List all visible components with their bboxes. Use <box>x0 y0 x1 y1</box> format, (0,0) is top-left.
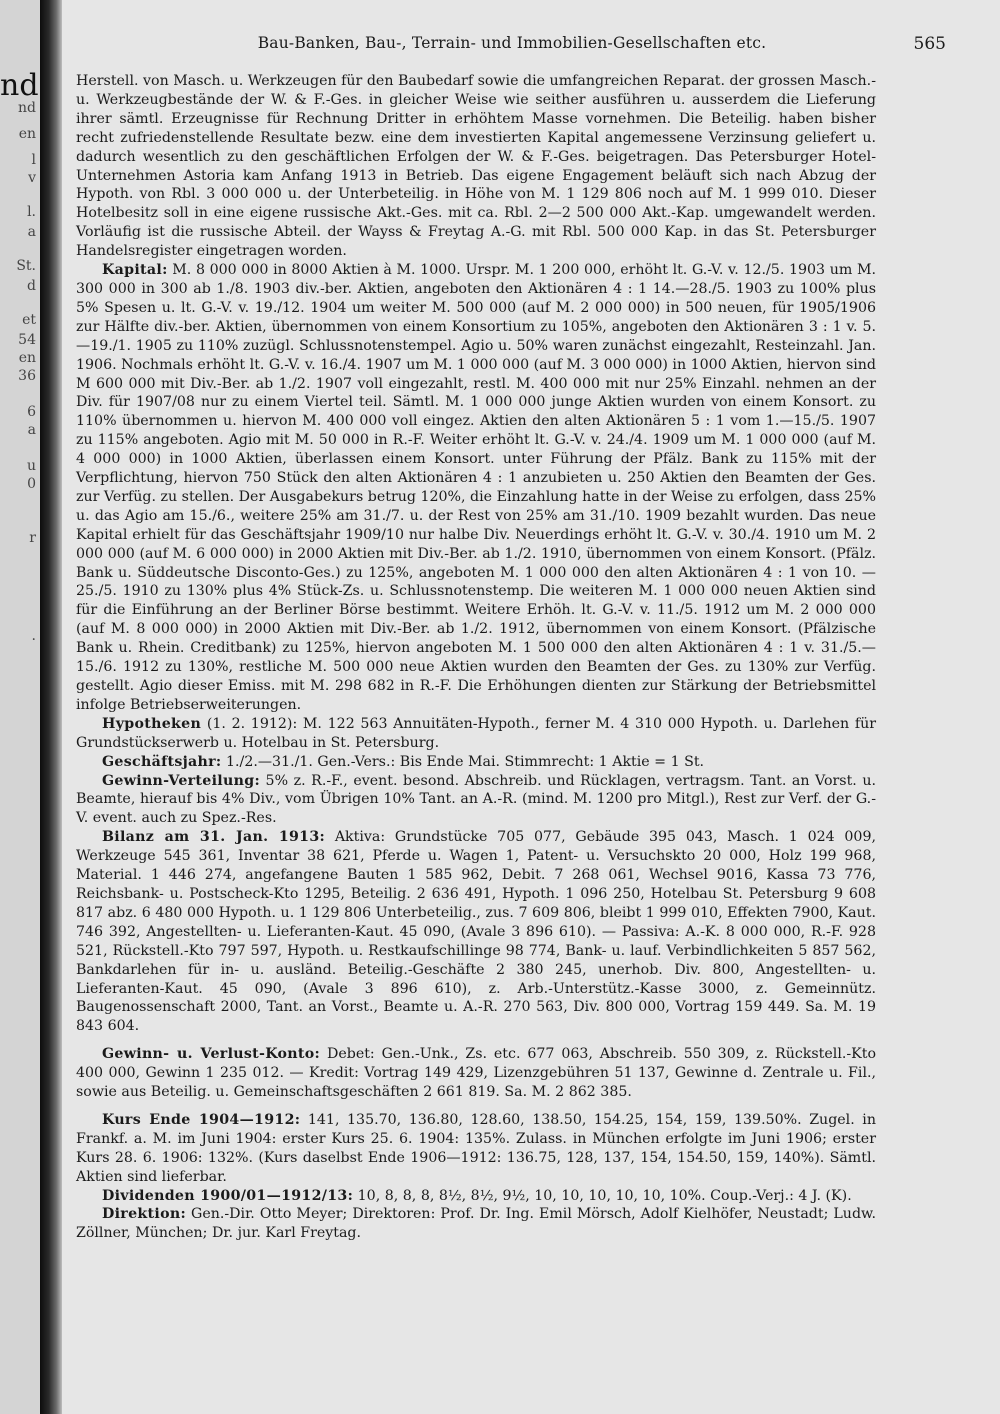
prev-page-fragment: u <box>26 458 36 474</box>
section-label: Dividenden 1900/01—1912/13: <box>102 1187 354 1204</box>
mortgages-section <box>76 715 876 753</box>
prev-page-fragment: 6 <box>27 404 36 420</box>
section-text: 141, 135.70, 136.80, 128.60, 138.50, 154.25, 154, 159, 139.50%. Zugel. in Frankf. a. M. im Juni 1904: erster Kurs 25. 6. 1904: 135%. Zulass. in München erfolgte im Juni 1906; erster Kurs 28. 6. 1906: 132%. (Kurs daselbst Ende 1906—1912: 136.75, 128, 137, 154, 154.50, 159, 140%). Sämtl. Aktien sind lieferbar. <box>76 1111 876 1185</box>
capital-section <box>76 261 876 715</box>
prev-page-fragment: en <box>18 126 36 142</box>
share-price-section <box>76 1111 876 1187</box>
prev-page-fragment: 54 <box>18 332 36 348</box>
prev-page-fragment: 36 <box>18 368 36 384</box>
section-text: Aktiva: Grundstücke 705 077, Gebäude 395 043, Masch. 1 024 009, Werkzeuge 545 361, Inventar 38 621, Pferde u. Wagen 1, Patent- u. Versuchskto 20 000, Holz 199 968, Material. 1 446 274, angefangene Bauten 1 585 962, Debit. 7 268 061, Wechsel 9016, Kassa 73 776, Reichsbank- u. Postscheck-Kto 1295, Beteilig. 2 636 491, Hypoth. 1 096 250, Hotelbau St. Petersburg 9 608 817 abz. 6 480 000 Hypoth. u. 1 129 806 Unterbeteilig., zus. 7 609 806, bleibt 1 999 010, Effekten 7900, Kaut. 746 392, Angestellten- u. Lieferanten-Kaut. 45 090, (Avale 3 896 610). — Passiva: A.-K. 8 000 000, R.-F. 928 521, Rückstell.-Kto 797 597, Hypoth. u. Restkaufschillinge 98 774, Bank- u. lauf. Verbindlichkeiten 5 857 562, Bankdarlehen für in- u. ausländ. Beteilig.-Geschäfte 2 380 245, unerhob. Div. 800, Angestellten- u. Lieferanten-Kaut. 45 090, (Avale 3 896 610), z. Arb.-Unterstütz.-Kasse 3000, z. Gemeinnütz. Baugenossenschaft 2000, Tant. an Vorst., Beamte u. A.-R. 270 563, Div. 800 000, Vortrag 159 449. Sa. M. 19 843 604. <box>76 829 876 1035</box>
section-label: Kurs Ende 1904—1912: <box>102 1111 301 1128</box>
entry-body <box>76 72 876 1243</box>
prev-page-fragment: 0 <box>27 476 36 492</box>
section-text: 10, 8, 8, 8, 8½, 8½, 9½, 10, 10, 10, 10, 10, 10%. Coup.-Verj.: 4 J. (K). <box>357 1187 852 1204</box>
prev-page-fragment: . <box>31 628 36 644</box>
prev-page-fragment: d <box>27 278 36 294</box>
prev-page-fragment: v <box>28 170 36 186</box>
balance-sheet-section <box>76 828 876 1036</box>
fiscal-year-section <box>76 753 876 772</box>
intro-paragraph <box>76 72 876 261</box>
page-number: 565 <box>913 34 946 54</box>
section-label: Hypotheken <box>102 715 202 732</box>
profit-distribution-section <box>76 772 876 829</box>
section-text: (1. 2. 1912): M. 122 563 Annuitäten-Hypoth., ferner M. 4 310 000 Hypoth. u. Darlehen für Grundstückserwerb u. Hotelbau in St. Petersburg. <box>76 715 876 751</box>
section-text: Herstell. von Masch. u. Werkzeugen für den Baubedarf sowie die umfangreichen Reparat. der grossen Masch.- u. Werkzeugbestände der W. & F.-Ges. in gleicher Weise wie seither ausführen u. ausserdem die Lieferung ihrer sämtl. Erzeugnisse für Rechnung Dritter in erhöhtem Masse vornehmen. Die Beteilig. haben bisher recht zufriedenstellende Resultate bezw. eine dem investierten Kapital angemessene Verzinsung geliefert u. dadurch wesentlich zu den geschäftlichen Erfolgen der W. & F.-Ges. beigetragen. Das Petersburger Hotel-Unternehmen Astoria kam Anfang 1913 in Betrieb. Das eigene Engagement beläuft sich nach Abzug der Hypoth. von Rbl. 3 000 000 u. der Unterbeteilig. in Höhe von M. 1 129 806 noch auf M. 1 999 010. Dieser Hotelbesitz soll in eine eigene russische Akt.-Ges. mit ca. Rbl. 2—2 500 000 Akt.-Kap. umgewandelt werden. Vorläufig ist die russische Abteil. der Wayss & Freytag A.-G. mit Rbl. 500 000 Kap. in das St. Petersburger Handelsregister eingetragen worden. <box>76 73 876 260</box>
prev-page-fragment: l <box>31 152 36 168</box>
section-text: Gen.-Dir. Otto Meyer; Direktoren: Prof. Dr. Ing. Emil Mörsch, Adolf Kielhöfer, Neustadt; Ludw. Zöllner, München; Dr. jur. Karl Freytag. <box>76 1206 876 1242</box>
section-label: Geschäftsjahr: <box>102 753 222 770</box>
section-text: M. 8 000 000 in 8000 Aktien à M. 1000. Urspr. M. 1 200 000, erhöht lt. G.-V. v. 12./5. 1903 um M. 300 000 in 300 ab 1./8. 1903 div.-ber. Aktien, angeboten den Aktionären 4 : 1 14.—28./5. 1903 zu 100% plus 5% Spesen u. lt. G.-V. v. 19./12. 1904 um weiter M. 500 000 (auf M. 2 000 000) in 500 neuen, für 1905/1906 zur Hälfte div.-ber. Aktien, übernommen von einem Konsortium zu 105%, angeboten den Aktionären 3 : 1 v. 5.—19./1. 1905 zu 110% zuzügl. Schlussnotenstempel. Agio u. 50% waren zunächst eingezahlt, Resteinzahl. Jan. 1906. Nochmals erhöht lt. G.-V. v. 16./4. 1907 um M. 1 000 000 (auf M. 3 000 000) in 1000 Aktien, hiervon sind M 600 000 mit Div.-Ber. ab 1./2. 1907 voll eingezahlt, restl. M. 400 000 mit nur 25% Einzahl. nehmen an der Div. für 1907/08 nur zu einem Viertel teil. Sämtl. M. 1 000 000 junge Aktien wurden von einem Konsort. zu 110% übernommen u. hiervon M. 400 000 voll eingez. Aktien den alten Aktionären 5 : 1 vom 1.—15./5. 1907 zu 115% angeboten. Agio mit M. 50 000 in R.-F. Weiter erhöht lt. G.-V. v. 24./4. 1909 um M. 1 000 000 (auf M. 4 000 000) in 1000 Aktien, überlassen einem Konsort. unter Führung der Pfälz. Bank zu 115% mit der Verpflichtung, hiervon 750 Stück den alten Aktionären 4 : 1 anzubieten u. 250 Aktien den Beamten der Ges. zur Verfüg. zu stellen. Der Ausgabekurs betrug 120%, die Einzahlung hatte in der Weise zu erfolgen, dass 25% u. das Agio am 15./6., weitere 25% am 31./7. u. der Rest von 25% am 31./10. 1909 bezahlt wurden. Das neue Kapital erhielt für das Geschäftsjahr 1909/10 nur halbe Div. Neuerdings erhöht lt. G.-V. v. 30./4. 1910 um M. 2 000 000 (auf M. 6 000 000) in 2000 Aktien mit Div.-Ber. ab 1./2. 1910, übernommen von einem Konsort. (Pfälz. Bank u. Süddeutsche Disconto-Ges.) zu 125%, angeboten M. 1 000 000 den alten Aktionären 4 : 1 von 10. — 25./5. 1910 zu 130% plus 4% Stück-Zs. u. Schlussnotenstemp. Die weiteren M. 1 000 000 neuen Aktien sind für die Einführung an der Berliner Börse bestimmt. Weitere Erhöh. lt. G.-V. v. 11./5. 1912 um M. 2 000 000 (auf M. 8 000 000) in 2000 Aktien mit Div.-Ber. ab 1./2. 1912, übernommen von einem Konsort. (Pfälzische Bank u. Rhein. Creditbank) zu 125%, hiervon angeboten M. 1 500 000 den alten Aktionären 4 : 1 v. 31./5.—15./6. 1912 zu 130%, restliche M. 500 000 neue Aktien wurden den Beamten der Ges. zu 130% zur Verfüg. gestellt. Agio dieser Emiss. mit M. 298 682 in R.-F. Die Erhöhungen dienten zur Stärkung der Betriebsmittel infolge Betriebserweiterungen. <box>76 262 877 713</box>
section-label: Bilanz am 31. Jan. 1913: <box>102 829 326 846</box>
prev-page-fragment: nd <box>18 100 36 116</box>
profit-loss-section <box>76 1045 876 1102</box>
dividends-section <box>76 1187 876 1206</box>
prev-page-fragment: r <box>29 530 36 546</box>
prev-page-fragment: St. <box>16 258 36 274</box>
prev-page-fragment: et <box>22 312 36 328</box>
book-page <box>62 0 1000 1414</box>
section-text: 5% z. R.-F., event. besond. Abschreib. und Rücklagen, vertragsm. Tant. an Vorst. u. Beamte, hierauf bis 4% Div., vom Übrigen 10% Tant. an A.-R. (mind. M. 1200 pro Mitgl.), Rest zur Verf. der G.-V. event. auch zu Spez.-Res. <box>76 772 876 827</box>
prev-page-fragment: nd <box>0 68 39 103</box>
book-gutter <box>40 0 62 1414</box>
management-section <box>76 1205 876 1243</box>
section-label: Kapital: <box>102 262 168 279</box>
section-label: Gewinn-Verteilung: <box>102 772 260 789</box>
section-text: Debet: Gen.-Unk., Zs. etc. 677 063, Abschreib. 550 309, z. Rückstell.-Kto 400 000, Gewinn 1 235 012. — Kredit: Vortrag 149 429, Lizenzgebühren 51 137, Gewinne d. Zentrale u. Fil., sowie aus Beteilig. u. Gemeinschaftsgeschäften 2 661 819. Sa. M. 2 862 385. <box>76 1046 876 1101</box>
section-label: Gewinn- u. Verlust-Konto: <box>102 1046 321 1063</box>
prev-page-fragment: l. <box>27 204 36 220</box>
previous-page-edge <box>0 0 40 1414</box>
prev-page-fragment: en <box>18 350 36 366</box>
prev-page-fragment: a <box>27 224 36 240</box>
running-header: Bau-Banken, Bau-, Terrain- und Immobilien-Gesellschaften etc. <box>257 34 767 52</box>
section-label: Direktion: <box>102 1206 186 1223</box>
section-text: 1./2.—31./1. Gen.-Vers.: Bis Ende Mai. Stimmrecht: 1 Aktie = 1 St. <box>226 753 705 770</box>
prev-page-fragment: a <box>27 422 36 438</box>
